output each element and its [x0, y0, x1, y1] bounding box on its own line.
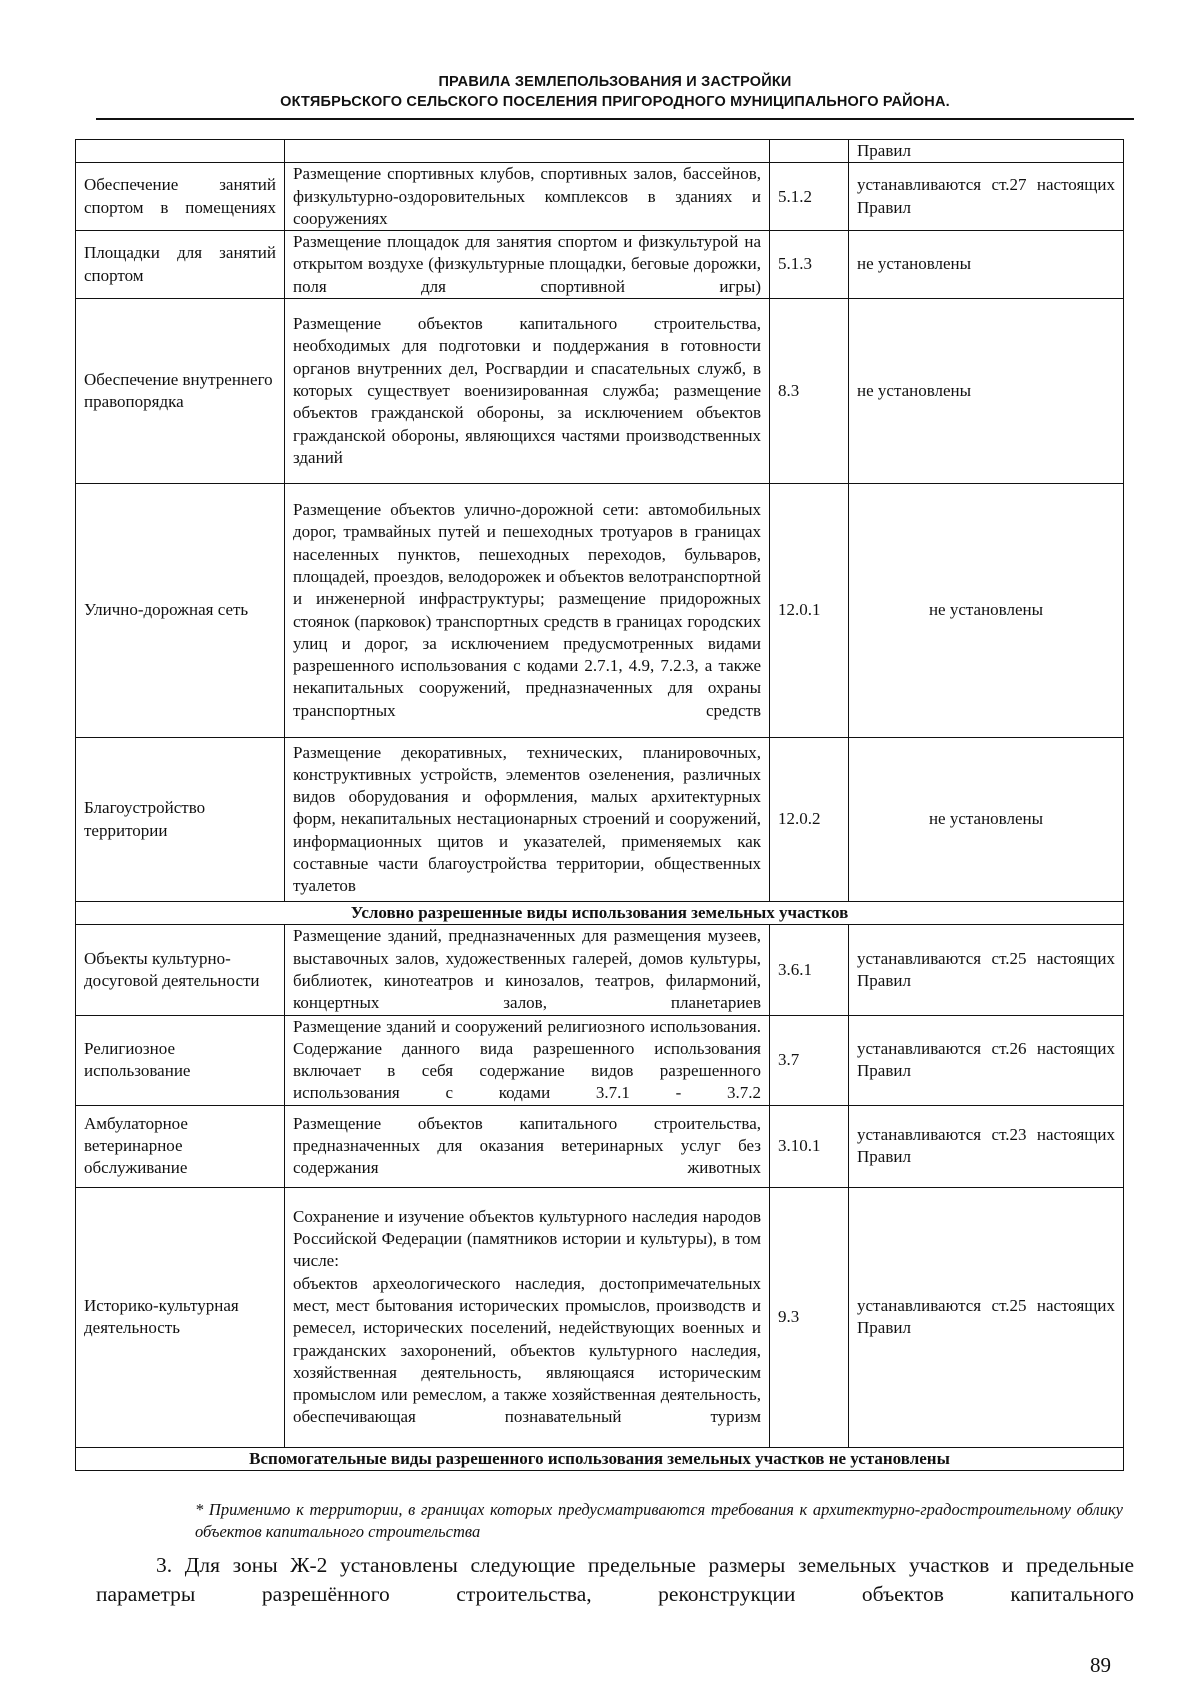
table-cell — [285, 140, 770, 163]
use-type-code: 3.10.1 — [770, 1105, 849, 1187]
use-type-description: Размещение площадок для занятия спортом и физкультурой на открытом воздухе (физкультурные площадки, беговые дорожки, поля для спортивной игры) — [285, 231, 770, 299]
use-type-description: Размещение объектов капитального строительства, необходимых для подготовки и поддержания в готовности органов внутренних дел, Росгвардии и спасательных служб, в которых существует военизированная служба; размещение объектов гражданской обороны, за исключением объектов гражданской обороны, являющихся частями производственных зданий — [285, 299, 770, 484]
footnote: * Применимо к территории, в границах которых предусматриваются требования к архитектурно-градостроительному облику объектов капитального строительства — [195, 1500, 1123, 1541]
table-row — [76, 140, 1124, 163]
table-section-row — [76, 902, 1124, 925]
use-type-parameters: устанавливаются ст.23 настоящих Правил — [849, 1105, 1124, 1187]
use-type-parameters: не установлены — [849, 299, 1124, 484]
use-type-name: Площадки для занятий спортом — [76, 231, 285, 299]
table-cell — [770, 140, 849, 163]
use-type-name: Улично-дорожная сеть — [76, 484, 285, 738]
use-type-parameters: устанавливаются ст.25 настоящих Правил — [849, 1187, 1124, 1447]
document-header — [96, 72, 1134, 112]
use-type-name: Объекты культурно-досуговой деятельности — [76, 925, 285, 1015]
use-type-code: 5.1.3 — [770, 231, 849, 299]
table-row — [76, 925, 1124, 1015]
body-paragraph: 3. Для зоны Ж-2 установлены следующие предельные размеры земельных участков и предельные параметры разрешённого строительства, реконструкции объектов капитального — [96, 1553, 1134, 1606]
use-type-parameters: не установлены — [849, 231, 1124, 299]
use-type-code: 12.0.2 — [770, 738, 849, 902]
section-heading-conditional: Условно разрешенные виды использования земельных участков — [76, 902, 1124, 925]
use-type-parameters: не установлены — [849, 484, 1124, 738]
section-heading-auxiliary: Вспомогательные виды разрешенного использования земельных участков не установлены — [76, 1447, 1124, 1470]
use-type-description: Размещение объектов капитального строительства, предназначенных для оказания ветеринарных услуг без содержания животных — [285, 1105, 770, 1187]
use-type-name: Обеспечение внутреннего правопорядка — [76, 299, 285, 484]
use-type-code: 5.1.2 — [770, 163, 849, 231]
header-line-2: ОКТЯБРЬСКОГО СЕЛЬСКОГО ПОСЕЛЕНИЯ ПРИГОРОДНОГО МУНИЦИПАЛЬНОГО РАЙОНА. — [280, 94, 950, 110]
table-row — [76, 484, 1124, 738]
use-type-description: Размещение объектов улично-дорожной сети: автомобильных дорог, трамвайных путей и пешеходных тротуаров в границах населенных пунктов, пешеходных переходов, бульваров, площадей, проездов, велодорожек и объектов велотранспортной и инженерной инфраструктуры; размещение придорожных стоянок (парковок) транспортных средств в границах городских улиц и дорог, за исключением предусмотренных видами разрешенного использования с кодами 2.7.1, 4.9, 7.2.3, а также некапитальных сооружений, предназначенных для охраны транспортных средств — [285, 484, 770, 738]
table-row — [76, 231, 1124, 299]
use-type-parameters: не установлены — [849, 738, 1124, 902]
table-row — [76, 1015, 1124, 1105]
use-type-code: 3.7 — [770, 1015, 849, 1105]
use-type-parameters: устанавливаются ст.25 настоящих Правил — [849, 925, 1124, 1015]
table-row — [76, 299, 1124, 484]
use-type-name: Благоустройство территории — [76, 738, 285, 902]
use-type-code: 3.6.1 — [770, 925, 849, 1015]
use-type-name: Историко-культурная деятельность — [76, 1187, 285, 1447]
description-part-2: объектов археологического наследия, достопримечательных мест, мест бытования исторических промыслов, производств и ремесел, исторических поселений, недействующих военных и гражданских захоронений, объектов культурного наследия, хозяйственная деятельность, являющаяся историческим промыслом или ремеслом, а также хозяйственная деятельность, обеспечивающая познавательный туризм — [293, 1273, 761, 1427]
use-type-code: 12.0.1 — [770, 484, 849, 738]
table-cell: Правил — [849, 140, 1124, 163]
page-number: 89 — [1090, 1653, 1111, 1677]
use-type-description — [285, 1187, 770, 1447]
use-type-description: Размещение зданий и сооружений религиозного использования. Содержание данного вида разрешенного использования включает в себя содержание видов разрешенного использования с кодами 3.7.1 - 3.7.2 — [285, 1015, 770, 1105]
table-cell — [76, 140, 285, 163]
use-type-name: Обеспечение занятий спортом в помещениях — [76, 163, 285, 231]
table-row — [76, 1105, 1124, 1187]
table-row — [76, 738, 1124, 902]
use-type-parameters: устанавливаются ст.26 настоящих Правил — [849, 1015, 1124, 1105]
use-type-parameters: устанавливаются ст.27 настоящих Правил — [849, 163, 1124, 231]
table-section-row — [76, 1447, 1124, 1470]
use-type-description: Размещение декоративных, технических, планировочных, конструктивных устройств, элементов озеленения, различных видов оборудования и оформления, малых архитектурных форм, некапитальных нестационарных строений и сооружений, информационных щитов и указателей, применяемых как составные части благоустройства территории, общественных туалетов — [285, 738, 770, 902]
use-type-code: 9.3 — [770, 1187, 849, 1447]
use-type-code: 8.3 — [770, 299, 849, 484]
use-type-description: Размещение зданий, предназначенных для размещения музеев, выставочных залов, художественных галерей, домов культуры, библиотек, кинотеатров и кинозалов, театров, филармоний, концертных залов, планетариев — [285, 925, 770, 1015]
header-line-1: ПРАВИЛА ЗЕМЛЕПОЛЬЗОВАНИЯ И ЗАСТРОЙКИ — [438, 74, 792, 90]
table-row — [76, 1187, 1124, 1447]
use-type-description: Размещение спортивных клубов, спортивных залов, бассейнов, физкультурно-оздоровительных комплексов в зданиях и сооружениях — [285, 163, 770, 231]
use-type-name: Амбулаторное ветеринарное обслуживание — [76, 1105, 285, 1187]
table-row — [76, 163, 1124, 231]
use-type-name: Религиозное использование — [76, 1015, 285, 1105]
land-use-table — [75, 139, 1124, 1471]
header-rule — [96, 118, 1134, 120]
description-part-1: Сохранение и изучение объектов культурного наследия народов Российской Федерации (памятников истории и культуры), в том числе: — [293, 1206, 761, 1271]
